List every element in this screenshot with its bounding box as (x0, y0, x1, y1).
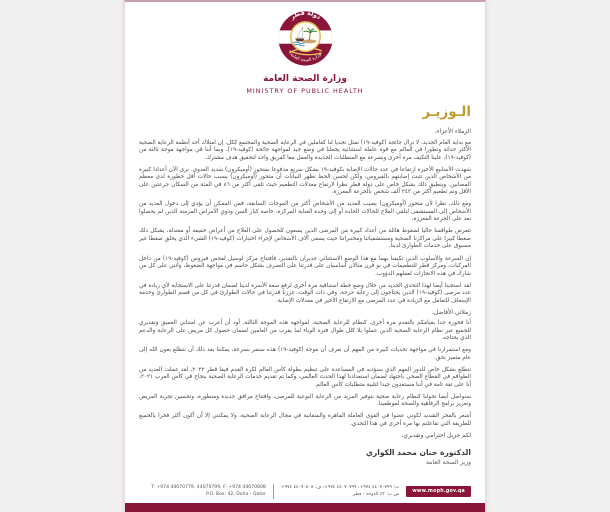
letter-page (124, 0, 486, 512)
svg-text:وزارة الصحة العامة: وزارة الصحة العامة (288, 52, 322, 64)
contact-english (151, 485, 266, 499)
bottom-maroon-bar (125, 503, 485, 512)
paragraph: ومع ذلك، نظرا لأن متحور (أوميكرون) يصيب العديد من الأشخاص أكثر من الموجات السابقة، فمن الممكن أن يؤدي إلى دخول العديد من الأشخاص إلى المستشفى لتلقي العلاج للحالات الحادة أو إلى وحدة العناية المركزة، خاصة كبار السن وذوي الأمراض المزمنة الذين لم يحصلوا بعد على الجرعة المعززة. (139, 201, 471, 223)
letterhead (139, 10, 471, 95)
contact-ar-address: ص.ب: ٤٢ الدوحة - قطر (352, 491, 400, 497)
paragraph: تتعرض طواقمنا حاليا لضغوط هائلة من أعداد كبيرة من المرضى الذين يسعون للحصول على العلاج من أعراض خفيفة أو معتدلة، يشكل ذلك ضغطا كبيرا على مراكزنا الصحية ومستشفياتنا ومختبراتنا حيث يسعى آلاف الأشخاص لإجراء اختبارات (كوفيد-١٩) الشيء الذي يخلق ضغطا غير مسبوق على خدمات الطوارئ لدينا. (139, 228, 471, 250)
footer-divider (273, 484, 274, 499)
signature-block (139, 448, 471, 466)
svg-text:دولة قطر: دولة قطر (288, 10, 322, 22)
closing-line: لكم جزيل احترامي وتقديري، (401, 433, 471, 440)
qatar-state-emblem-icon (277, 10, 334, 67)
paragraph: شهدت الأسابيع الأخيرة ارتفاعا في عدد حالات الإصابة بكوفيد-١٩ بشكل سريع مدفوعا بمتحور (أوميكرون) شديد العدوى. نرى الآن أعدادا كبيرة من الأشخاص الذين تثبت إصابتهم بالفيروس، ولكن لحسن الحظ تظهر البيانات أن متحور (أوميكرون) يسبب حالات أقل خطورة لدى معظم المصابين. وينطبق ذلك بشكل خاص على دولة قطر نظرا لارتفاع معدلات التطعيم حيث تلقى أكثر من ٨٦ في المئة من السكان جرعتين على الأقل وتم تطعيم أكثر من ٣٤٣ ألف شخص بالجرعة المعززة. (139, 166, 472, 196)
paragraph: ومع استمرارنا في مواجهة تحديات كبيرة من المهم أن نعرف أن موجة (كوفيد-١٩) هذه ستمر بسرعة، يمكننا بعد ذلك أن نتطلع بعون الله إلى عام متميز بحق. (139, 347, 471, 361)
website-badge: www.moph.gov.qa (406, 486, 471, 497)
letter-body (139, 104, 471, 466)
ministry-name-arabic: وزارة الصحة العامة (263, 74, 347, 84)
paragraph: نتطلع بشكل خاص للدور المهم الذي سنؤديه في المساعدة على تنظيم بطولة كأس العالم لكرة القدم فيفا قطر ٢٠٢٢، لقد عملت العديد من الطواقم في القطاع الصحي باجتهاد لضمان استعدادنا لهذا الحدث العالمي، وكما تم تقديم خدمات الرعاية الصحية بنجاح في كأس العرب ٢٠٢١، أنا على ثقة تامة في أننا مستعدون جيدا لتلبية متطلبات كأس العالم. (139, 366, 471, 388)
signature-title: وزير الصحة العامة (425, 459, 471, 467)
contact-ar-phones: ت: ٤٤٠٧٠٧٧٩ ٩٧٤+، ٤٤٠٧٠٧٩٩ ٩٧٤+، ف: ٤٤٠٧٠٨٠٨ ٩٧٤+ (280, 484, 400, 490)
subgreeting: زملائي الأفاضل، (432, 310, 471, 317)
greeting: الزملاء الأعزاء، (434, 128, 471, 135)
contact-arabic (281, 485, 399, 499)
signature-name: الدكتورة حنان محمد الكواري (365, 448, 471, 458)
ministry-name-english: MINISTRY OF PUBLIC HEALTH (246, 86, 364, 95)
paragraph: سنواصل أيضا تحولنا كنظام رعاية صحية بتوفير المزيد من الرعاية النوعية للمرضى، وافتتاح مرافق جديدة ومتطورة، وتحسين تجربة المريض وتعزيز برامج الرفاهية والصحة لموظفينا. (139, 393, 471, 408)
contact-en-phones: T: +974 44070779, 44070799, F: +974 44070808 (151, 484, 266, 490)
letter-title: الـوزيـر (422, 103, 471, 120)
paragraph: مع بداية العام الجديد، لا تزال جائحة (كوفيد-١٩) تمثل تحديا لنا كعاملين في الرعاية الصحية والمجتمع ككل. إن امتلاك أحد أنظمة الرعاية الصحية الأكثر حداثة وتطورا في العالم مع قوة عاملة استثنائية يجعلنا في وضع جيد لمواجهة جائحة (كوفيد-١٩)، وبما أننا في مواجهة موجة ثالثة من (كوفيد-١٩)، علينا التكيف مرة أخرى وبسرعة مع المتطلبات الجديدة والعمل معا كفريق واحد لتحقيق هدف مشترك. (139, 139, 471, 161)
paragraph: لقد استجبنا أيضا لهذا التحدي الجديد من خلال وضع خطة استباقية مرة أخرى لرفع سعة الأسرة لدينا لضمان قدرتنا على الاستجابة لأي زيادة في عدد مرضى (كوفيد-١٩) الذين يحتاجون إلى رعاية حرجة، وفي ذات الوقت، عززنا قدرتنا في حالات الطوارئ في كل من قسم الطوارئ وخدمة الإسعاف للتعامل مع الزيادة في عدد المرضى مع الارتفاع الأخير في معدلات الإصابة. (139, 282, 471, 304)
contact-en-address: P.O. Box: 42, Doha - Qatar (206, 491, 266, 497)
paragraph: أشعر بالفخر الشديد لكوني عضوا في القوى العاملة الماهرة والمتفانية في مجال الرعاية الصحية، ولا يمكنني إلا أن أكون أكثر فخرا بالجميع للطريقة التي تفاعلتم بها مرة أخرى في هذا التحدي. (139, 413, 471, 427)
letter-footer (139, 484, 471, 499)
paragraph: إن السرعة والأسلوب الذين تكيفنا بهما مع هذا الوضع الاستثنائي جديران بالتقدير، فافتتاح مركز لوسيل لفحص فيروس (كوفيد-١٩) من داخل المركبات، ومركز قطر للتطعيمات في بو قرن مثالان أساسيان على قدرتنا على التصرف بشكل حاسم في مواجهة الضغوط، وأثني على كل من شارك في هذه الانجازات لعملهم الدؤوب. (139, 255, 471, 277)
paragraph: أنا فخورة جدا بقيامكم بالتقدم مرة أخرى، كنظام للرعاية الصحية، لمواجهة هذه الموجة الثالثة. أود أن أعرب عن امتناني العميق وتقديري للجميع عبر نظام الرعاية الصحية الذين عملوا بلا كلل طوال فترة الوباء لما يقرب من العامين لضمان حصول كل مريض على الرعاية والدعم الذي يحتاجه. (139, 320, 471, 342)
